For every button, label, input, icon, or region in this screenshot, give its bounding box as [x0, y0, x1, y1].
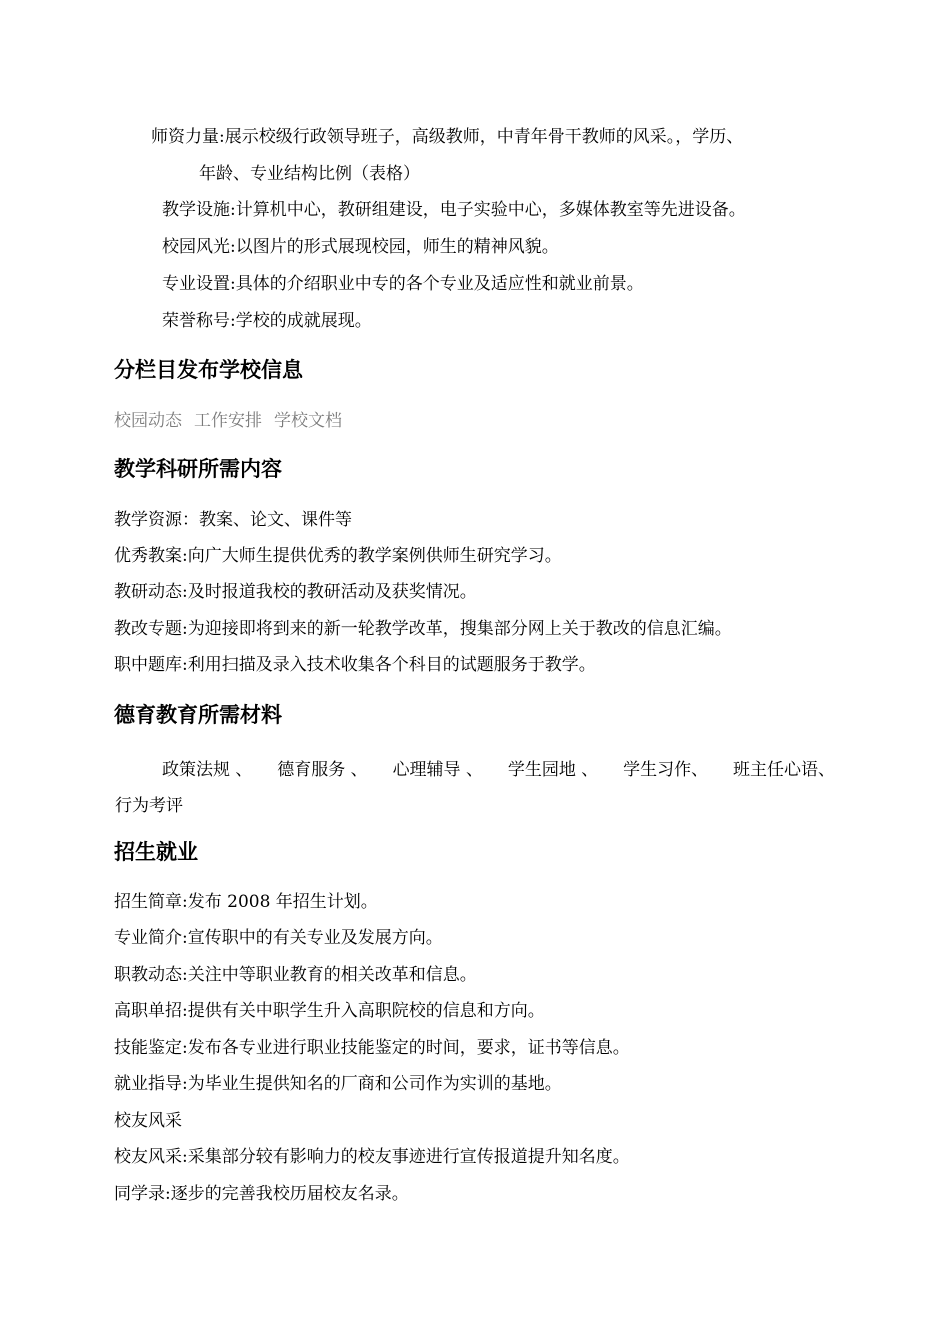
moral-item: 心理辅导 、: [392, 760, 483, 780]
research-item: 教改专题:为迎接即将到来的新一轮教学改革，搜集部分网上关于教改的信息汇编。: [114, 619, 732, 639]
category-work-plan: 工作安排: [194, 411, 262, 431]
heading-research: 教学科研所需内容: [114, 457, 282, 481]
research-item: 教研动态:及时报道我校的教研活动及获奖情况。: [114, 582, 477, 602]
research-item: 优秀教案:向广大师生提供优秀的教学案例供师生研究学习。: [114, 546, 562, 566]
enroll-item: 职教动态:关注中等职业教育的相关改革和信息。: [114, 965, 477, 985]
enroll-item: 同学录:逐步的完善我校历届校友名录。: [114, 1184, 409, 1204]
enroll-item: 招生简章:发布 2008 年招生计划。: [114, 892, 378, 912]
enroll-item: 技能鉴定:发布各专业进行职业技能鉴定的时间，要求，证书等信息。: [114, 1038, 630, 1058]
moral-item: 行为考评: [115, 796, 183, 816]
facilities-line: 教学设施:计算机中心，教研组建设，电子实验中心，多媒体教室等先进设备。: [162, 200, 746, 220]
enroll-item: 就业指导:为毕业生提供知名的厂商和公司作为实训的基地。: [114, 1074, 562, 1094]
moral-item: 政策法规 、: [162, 760, 253, 780]
faculty-line-2: 年龄、专业结构比例（表格）: [199, 164, 420, 184]
heading-moral: 德育教育所需材料: [114, 703, 282, 727]
category-school-docs: 学校文档: [274, 411, 342, 431]
heading-enrollment: 招生就业: [114, 840, 198, 864]
moral-item: 班主任心语、: [733, 760, 835, 780]
faculty-line-1: 师资力量:展示校级行政领导班子，高级教师，中青年骨干教师的风采。，学历、: [151, 127, 744, 147]
moral-materials: [115, 752, 835, 824]
enroll-item: 高职单招:提供有关中职学生升入高职院校的信息和方向。: [114, 1001, 545, 1021]
research-item: 职中题库:利用扫描及录入技术收集各个科目的试题服务于教学。: [114, 655, 596, 675]
moral-item: 德育服务 、: [277, 760, 368, 780]
honors-line: 荣誉称号:学校的成就展现。: [162, 311, 372, 331]
enroll-item: 校友风采:采集部分较有影响力的校友事迹进行宣传报道提升知名度。: [114, 1147, 630, 1167]
info-categories: [114, 410, 354, 432]
campus-line: 校园风光:以图片的形式展现校园，师生的精神风貌。: [162, 237, 559, 257]
enroll-item: 专业简介:宣传职中的有关专业及发展方向。: [114, 928, 443, 948]
heading-school-info: 分栏目发布学校信息: [114, 358, 303, 382]
category-campus-news: 校园动态: [114, 411, 182, 431]
research-item: 教学资源：教案、论文、课件等: [114, 510, 352, 530]
moral-item: 学生习作、: [623, 760, 709, 780]
moral-item: 学生园地 、: [507, 760, 599, 780]
enroll-item: 校友风采: [114, 1111, 182, 1131]
majors-line: 专业设置:具体的介绍职业中专的各个专业及适应性和就业前景。: [162, 274, 644, 294]
